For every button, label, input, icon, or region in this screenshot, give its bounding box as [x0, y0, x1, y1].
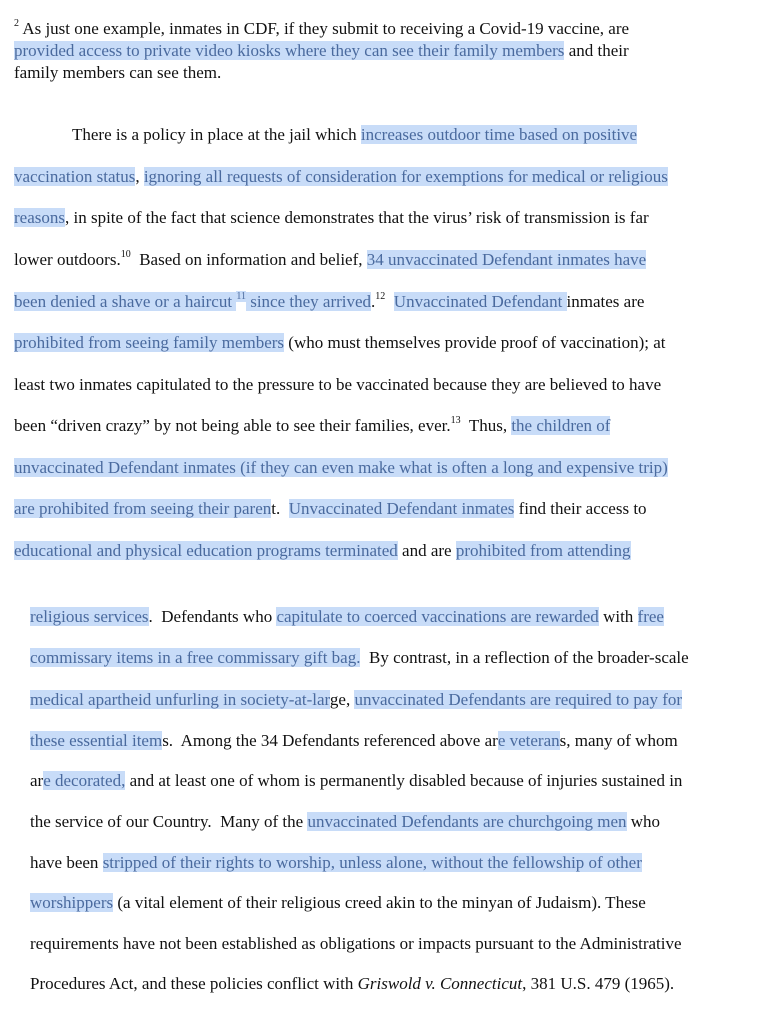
footnote-2: $^2$ As just one example, inmates in CDF, if they submit to receiving a Covid-19 vaccine, are provided access to private video kiosks where they can see their family members and their family members can see them. — [14, 18, 630, 82]
text-line: commissary items in a free commissary gift bag. By contrast, in a reflection of the broader-scale — [30, 648, 689, 667]
case-citation: Griswold v. Connecticut — [357, 974, 523, 993]
text-line: worshippers (a vital element of their religious creed akin to the minyan of Judaism). These — [30, 893, 646, 912]
text-line: have been stripped of their rights to worship, unless alone, without the fellowship of other — [30, 853, 642, 872]
text-line: prohibited from seeing family members (who must themselves provide proof of vaccination); at — [14, 333, 666, 352]
text-line: reasons, in spite of the fact that science demonstrates that the virus’ risk of transmission is far — [14, 208, 649, 227]
text-line: medical apartheid unfurling in society-at-large, unvaccinated Defendants are required to pay for — [30, 690, 683, 709]
footnote-ref: 11 — [236, 291, 246, 303]
text-line: the service of our Country. Many of the unvaccinated Defendants are churchgoing men who — [30, 812, 661, 831]
text-line: been “driven crazy” by not being able to see their families, ever.$^{13}$ Thus, the children of — [14, 415, 611, 435]
text-line: Procedures Act, and these policies conflict with Griswold v. Connecticut, 381 U.S. 479 (1965). — [30, 974, 675, 993]
footnote-text: family members can see them. — [14, 63, 222, 82]
clipped-footnote-line — [14, 86, 734, 90]
text-line: vaccination status, ignoring all requests of consideration for exemptions for medical or religious — [14, 167, 668, 186]
text-line: these essential items. Among the 34 Defendants referenced above are veterans, many of whom — [30, 731, 678, 750]
text-line: educational and physical education programs terminated and are prohibited from attending — [14, 541, 631, 560]
text-line: lower outdoors.$^{10}$ Based on information and belief, 34 unvaccinated Defendant inmates have — [14, 249, 647, 269]
text-line: There is a policy in place at the jail which increases outdoor time based on positive — [72, 125, 638, 144]
text-line: are decorated, and at least one of whom is permanently disabled because of injuries sustained in — [30, 771, 683, 790]
text-line: are prohibited from seeing their parent. Unvaccinated Defendant inmates find their access to — [14, 499, 647, 518]
text-line: requirements have not been established as obligations or impacts pursuant to the Administrative — [30, 934, 682, 953]
text-line: least two inmates capitulated to the pressure to be vaccinated because they are believed to have — [14, 375, 662, 394]
footnote-ref: 12 — [375, 291, 386, 303]
footnote-ref: 13 — [450, 415, 461, 427]
footnote-number: 2 — [14, 18, 19, 30]
text-line: been denied a shave or a haircut $^{11}$ since they arrived.$^{12}$ Unvaccinated Defendant inmates are — [14, 291, 645, 311]
text-line: unvaccinated Defendant inmates (if they can even make what is often a long and expensive trip) — [14, 458, 668, 477]
footnote-text: As just one example, inmates in CDF, if they submit to receiving a Covid-19 vaccine, are — [22, 19, 630, 38]
text-line: religious services. Defendants who capitulate to coerced vaccinations are rewarded with free — [30, 607, 664, 626]
footnote-ref: 10 — [120, 249, 131, 261]
highlight: provided access to private video kiosks where they can see their family members — [14, 41, 565, 60]
